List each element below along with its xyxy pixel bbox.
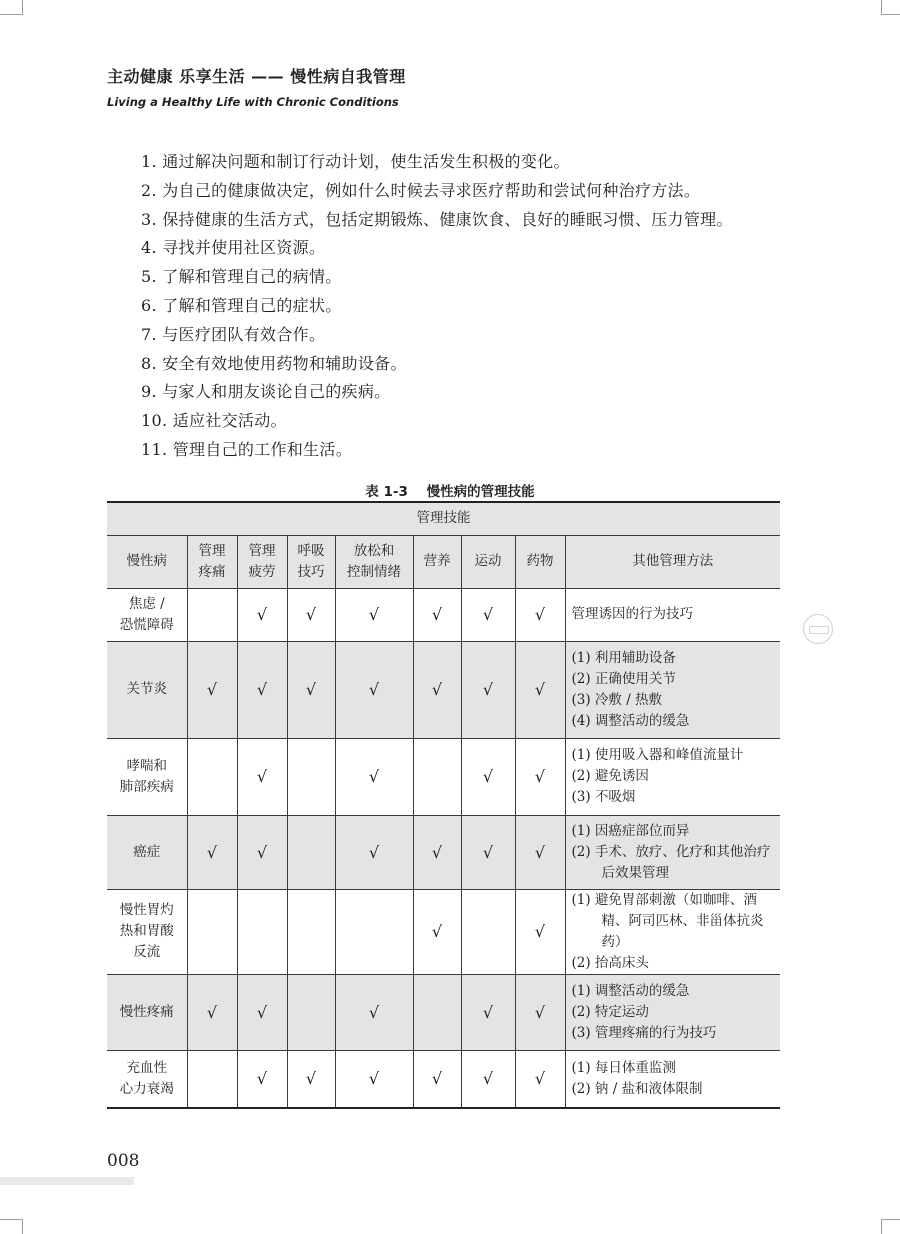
check-mark: √ — [534, 680, 546, 699]
other-methods-cell — [565, 1050, 780, 1108]
method-line: (2) 手术、放疗、化疗和其他治疗 — [571, 843, 771, 860]
check-mark: √ — [368, 1069, 380, 1089]
method-line: 精、阿司匹林、非甾体抗炎药） — [601, 912, 764, 950]
group-header-row — [107, 502, 780, 535]
check-cell — [461, 588, 515, 641]
disease-line: 反流 — [133, 944, 161, 960]
check-cell — [187, 815, 237, 889]
check-cell — [287, 588, 335, 641]
column-header-line: 疲劳 — [248, 563, 276, 580]
check-cell — [335, 588, 413, 641]
check-mark: √ — [305, 1069, 317, 1089]
check-cell — [187, 1050, 237, 1108]
check-cell — [515, 889, 565, 974]
check-mark: √ — [368, 1002, 380, 1022]
crop-mark-top-right — [881, 0, 900, 15]
check-mark: √ — [368, 842, 380, 862]
check-mark: √ — [482, 767, 494, 786]
check-mark: √ — [206, 680, 218, 699]
check-mark: √ — [206, 1002, 218, 1022]
check-cell — [237, 889, 287, 974]
check-cell — [515, 588, 565, 641]
list-item: 9. 与家人和朋友谈论自己的疾病。 — [141, 382, 391, 402]
check-cell — [413, 889, 461, 974]
check-cell — [237, 588, 287, 641]
column-header-line: 运动 — [474, 553, 502, 569]
column-header-line: 管理 — [248, 542, 276, 559]
check-cell — [515, 815, 565, 889]
check-cell — [287, 738, 335, 815]
column-header-line: 管理 — [198, 542, 226, 559]
check-mark: √ — [534, 767, 546, 786]
check-cell — [461, 738, 515, 815]
table-caption: 表 1-3 慢性病的管理技能 — [365, 484, 535, 500]
check-mark: √ — [482, 680, 494, 699]
chronic-disease-skills-table — [107, 501, 780, 1109]
check-cell — [413, 588, 461, 641]
disease-line: 充血性 — [126, 1059, 167, 1076]
check-cell — [335, 641, 413, 738]
column-header-line: 其他管理方法 — [632, 553, 714, 569]
other-methods-cell — [565, 738, 780, 815]
disease-line: 慢性疼痛 — [119, 1003, 174, 1020]
crop-mark-bottom-right — [881, 1219, 900, 1234]
check-cell — [187, 974, 237, 1050]
disease-cell — [107, 815, 187, 889]
check-cell — [413, 738, 461, 815]
method-line: (2) 特定运动 — [571, 1003, 649, 1020]
group-header-cell: 管理技能 — [107, 502, 780, 535]
check-mark: √ — [482, 605, 494, 624]
method-line: (1) 调整活动的缓急 — [571, 982, 690, 999]
check-cell — [461, 641, 515, 738]
list-item: 7. 与医疗团队有效合作。 — [141, 324, 326, 344]
method-line: (3) 管理疼痛的行为技巧 — [571, 1024, 717, 1041]
disease-line: 热和胃酸 — [119, 923, 174, 939]
check-cell — [287, 815, 335, 889]
method-line: (2) 抬高床头 — [571, 954, 649, 971]
check-cell — [187, 889, 237, 974]
check-cell — [287, 889, 335, 974]
disease-line: 癌症 — [133, 843, 161, 860]
disease-cell — [107, 588, 187, 641]
check-cell — [237, 815, 287, 889]
check-mark: √ — [305, 680, 317, 699]
list-item: 10. 适应社交活动。 — [141, 411, 287, 431]
check-cell — [515, 974, 565, 1050]
list-item: 4. 寻找并使用社区资源。 — [141, 238, 326, 258]
check-cell — [461, 1050, 515, 1108]
disease-line: 心力衰竭 — [119, 1080, 174, 1097]
method-line: (2) 正确使用关节 — [571, 670, 676, 687]
list-item: 1. 通过解决问题和制订行动计划，使生活发生积极的变化。 — [141, 152, 570, 171]
check-cell — [335, 738, 413, 815]
other-methods-cell — [565, 974, 780, 1050]
disease-cell — [107, 738, 187, 815]
check-mark: √ — [534, 842, 546, 862]
crop-mark-bottom-left — [0, 1219, 23, 1234]
check-mark: √ — [256, 1002, 268, 1022]
check-cell — [335, 889, 413, 974]
method-line: 管理诱因的行为技巧 — [571, 606, 693, 622]
check-mark: √ — [534, 1002, 546, 1022]
check-mark: √ — [256, 1069, 268, 1089]
check-mark: √ — [368, 767, 380, 786]
table-row — [107, 889, 780, 974]
disease-cell — [107, 974, 187, 1050]
method-line: (1) 使用吸入器和峰值流量计 — [571, 747, 744, 763]
column-header — [287, 535, 335, 588]
column-header — [335, 535, 413, 588]
check-mark: √ — [256, 767, 268, 786]
column-header — [461, 535, 515, 588]
table-row — [107, 641, 780, 738]
check-cell — [413, 1050, 461, 1108]
disease-cell — [107, 1050, 187, 1108]
column-header — [515, 535, 565, 588]
column-header-line: 控制情绪 — [347, 563, 401, 580]
watermark-stamp — [803, 614, 833, 644]
disease-cell — [107, 641, 187, 738]
check-cell — [237, 1050, 287, 1108]
check-mark: √ — [305, 605, 317, 624]
column-header — [237, 535, 287, 588]
method-line: 后效果管理 — [601, 864, 669, 881]
column-header — [187, 535, 237, 588]
column-header-line: 呼吸 — [297, 542, 325, 559]
check-cell — [187, 588, 237, 641]
check-cell — [287, 1050, 335, 1108]
check-cell — [237, 641, 287, 738]
check-mark: √ — [431, 922, 443, 941]
list-item: 6. 了解和管理自己的症状。 — [141, 295, 342, 315]
table-row — [107, 1050, 780, 1108]
column-header-line: 药物 — [526, 553, 554, 569]
disease-line: 恐慌障碍 — [119, 616, 174, 633]
running-header — [107, 64, 406, 109]
check-cell — [187, 738, 237, 815]
check-cell — [335, 974, 413, 1050]
check-cell — [237, 738, 287, 815]
check-mark: √ — [431, 842, 443, 862]
check-cell — [461, 889, 515, 974]
check-cell — [335, 1050, 413, 1108]
crop-mark-top-left — [0, 0, 23, 15]
check-cell — [287, 974, 335, 1050]
list-item: 11. 管理自己的工作和生活。 — [141, 439, 353, 459]
check-cell — [461, 815, 515, 889]
column-header-line: 营养 — [423, 553, 451, 569]
check-mark: √ — [534, 1069, 546, 1089]
check-mark: √ — [482, 842, 494, 862]
method-line: (1) 每日体重监测 — [571, 1059, 676, 1076]
disease-line: 肺部疾病 — [119, 778, 174, 795]
column-header — [107, 535, 187, 588]
list-item: 2. 为自己的健康做决定，例如什么时候去寻求医疗帮助和尝试何种治疗方法。 — [141, 180, 701, 200]
list-item: 3. 保持健康的生活方式，包括定期锻炼、健康饮食、良好的睡眠习惯、压力管理。 — [141, 209, 733, 229]
method-line: (1) 因癌症部位而异 — [571, 822, 690, 839]
other-methods-cell — [565, 889, 780, 974]
disease-line: 焦虑 / — [128, 595, 165, 612]
column-header — [413, 535, 461, 588]
check-cell — [413, 974, 461, 1050]
column-header-line: 放松和 — [353, 542, 395, 559]
column-header-line: 慢性病 — [126, 553, 167, 569]
other-methods-cell — [565, 588, 780, 641]
method-line: (3) 不吸烟 — [571, 789, 636, 805]
check-cell — [187, 641, 237, 738]
disease-cell — [107, 889, 187, 974]
disease-line: 关节炎 — [126, 681, 167, 697]
table-row — [107, 588, 780, 641]
column-header-line: 疼痛 — [198, 563, 226, 580]
disease-line: 哮喘和 — [126, 757, 167, 774]
check-mark: √ — [482, 1002, 494, 1022]
column-header-row — [107, 535, 780, 588]
check-mark: √ — [431, 605, 443, 624]
table-row — [107, 974, 780, 1050]
table-row — [107, 738, 780, 815]
check-mark: √ — [368, 680, 380, 699]
method-line: (4) 调整活动的缓急 — [571, 712, 690, 729]
list-item: 5. 了解和管理自己的病情。 — [141, 267, 342, 287]
check-mark: √ — [256, 680, 268, 699]
check-cell — [335, 815, 413, 889]
check-mark: √ — [256, 605, 268, 624]
check-mark: √ — [431, 680, 443, 699]
check-mark: √ — [534, 605, 546, 624]
check-cell — [413, 815, 461, 889]
check-cell — [515, 1050, 565, 1108]
page-number-bar — [0, 1177, 134, 1185]
book-subtitle: Living a Healthy Life with Chronic Conditions — [107, 95, 399, 109]
list-item: 8. 安全有效地使用药物和辅助设备。 — [141, 353, 407, 373]
check-mark: √ — [431, 1069, 443, 1089]
check-mark: √ — [206, 842, 218, 862]
check-cell — [237, 974, 287, 1050]
check-mark: √ — [482, 1069, 494, 1089]
table-row — [107, 815, 780, 889]
check-mark: √ — [256, 842, 268, 862]
disease-line: 慢性胃灼 — [119, 902, 174, 918]
check-mark: √ — [534, 922, 546, 941]
other-methods-cell — [565, 641, 780, 738]
management-tasks-list — [141, 148, 733, 465]
page-number: 008 — [107, 1151, 140, 1171]
check-cell — [413, 641, 461, 738]
column-header — [565, 535, 780, 588]
method-line: (3) 冷敷 / 热敷 — [571, 691, 663, 708]
method-line: (1) 利用辅助设备 — [571, 649, 676, 666]
check-mark: √ — [368, 605, 380, 624]
check-cell — [515, 738, 565, 815]
method-line: (2) 避免诱因 — [571, 768, 649, 784]
check-cell — [515, 641, 565, 738]
column-header-line: 技巧 — [297, 563, 325, 580]
method-line: (2) 钠 / 盐和液体限制 — [571, 1080, 703, 1097]
other-methods-cell — [565, 815, 780, 889]
check-cell — [287, 641, 335, 738]
book-title: 主动健康 乐享生活 —— 慢性病自我管理 — [107, 67, 406, 86]
check-cell — [461, 974, 515, 1050]
method-line: (1) 避免胃部刺激（如咖啡、酒 — [571, 891, 757, 908]
